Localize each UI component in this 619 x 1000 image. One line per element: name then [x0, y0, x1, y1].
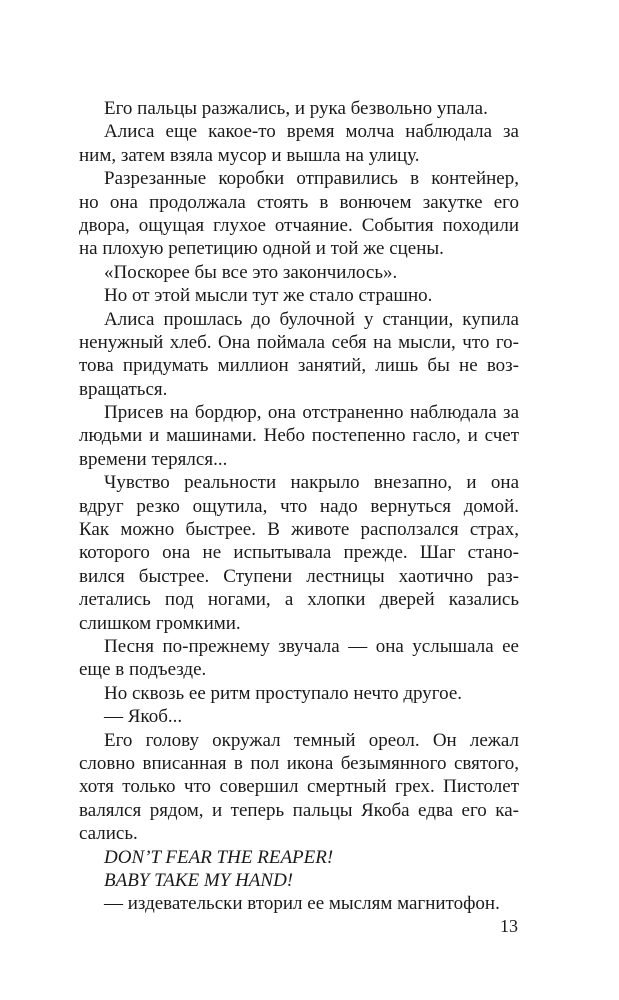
page-number: 13 — [500, 916, 518, 936]
text-line: на плохую репетицию одной и той же сцены. — [79, 238, 444, 260]
text-line: вращаться. — [79, 378, 168, 400]
text-line: — Якоб... — [104, 706, 183, 728]
text-line: Присев на бордюр, она отстраненно наблюдала за — [104, 402, 519, 424]
body-text — [79, 97, 519, 916]
text-line: Алиса еще какое-то время молча наблюдала за — [104, 121, 519, 143]
text-line: Но сквозь ее ритм проступало нечто другое. — [104, 682, 463, 704]
text-line: ним, затем взяла мусор и вышла на улицу. — [79, 144, 420, 166]
text-line: «Поскорее бы все это закончилось». — [104, 261, 398, 283]
text-line: времени терялся... — [79, 448, 228, 470]
text-line: двора, ощущая глухое отчаяние. События походили — [79, 214, 519, 236]
text-line: това придумать миллион занятий, лишь бы не воз- — [79, 355, 519, 377]
text-line: Песня по-прежнему звучала — она услышала ее — [104, 635, 519, 657]
text-line: Как можно быстрее. В животе расползался страх, — [79, 519, 519, 541]
text-line: Чувство реальности накрыло внезапно, и она — [104, 472, 519, 494]
text-line: Его голову окружал темный ореол. Он лежал — [104, 729, 519, 751]
text-line: BABY TAKE MY HAND! — [104, 869, 294, 891]
text-line: людьми и машинами. Небо постепенно гасло, и счет — [79, 425, 519, 447]
text-line: Его пальцы разжались, и рука безвольно упала. — [104, 98, 488, 119]
text-line: но она продолжала стоять в вонючем закутке его — [79, 191, 519, 213]
text-line: словно вписанная в пол икона безымянного святого, — [79, 752, 519, 774]
text-line: вился быстрее. Ступени лестницы хаотично раз- — [79, 565, 519, 587]
text-line: еще в подъезде. — [79, 659, 207, 681]
text-line: сались. — [79, 823, 138, 845]
text-line: валялся рядом, и теперь пальцы Якоба едва его ка- — [79, 799, 519, 821]
text-line: Но от этой мысли тут же стало страшно. — [104, 285, 433, 307]
text-line: вдруг резко ощутила, что надо вернуться домой. — [79, 495, 519, 517]
text-line: ненужный хлеб. Она поймала себя на мысли, что го- — [79, 331, 519, 353]
text-line: хотя только что совершил смертный грех. Пистолет — [79, 776, 519, 798]
text-line: Алиса прошлась до булочной у станции, купила — [104, 308, 519, 330]
text-line: слишком громкими. — [79, 612, 241, 634]
text-line: которого она не испытывала прежде. Шаг стано- — [79, 542, 519, 564]
text-line: — издевательски вторил ее мыслям магнитофон. — [104, 893, 500, 915]
text-line: летались под ногами, а хлопки дверей казались — [79, 589, 519, 611]
text-line: DON’T FEAR THE REAPER! — [104, 846, 334, 868]
text-line: Разрезанные коробки отправились в контейнер, — [104, 168, 519, 190]
